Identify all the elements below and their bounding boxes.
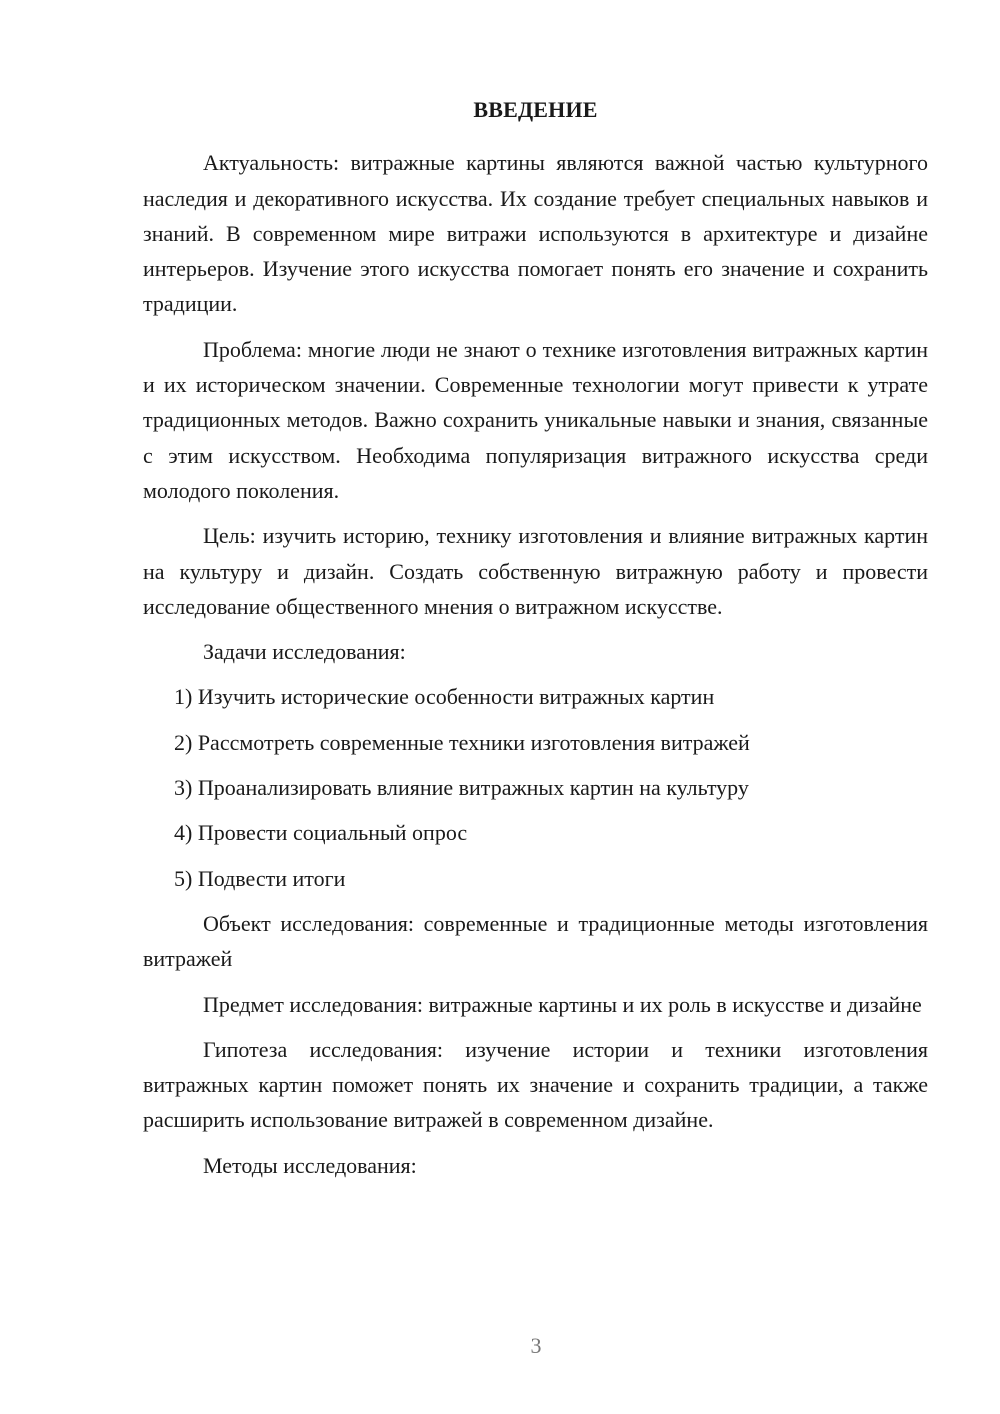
paragraph-actuality: Актуальность: витражные картины являются важной частью культурного наследия и декоративного искусства. Их создание требует специальных навыков и знаний. В современном мире витражи используются в архитектуре и дизайне интерьеров. Изучение этого искусства помогает понять его значение и сохранить традиции. — [143, 150, 928, 317]
methods-heading: Методы исследования: — [203, 1152, 417, 1178]
task-item-1: 1) Изучить исторические особенности витражных картин — [174, 684, 715, 710]
tasks-heading: Задачи исследования: — [203, 639, 406, 665]
paragraph-problem: Проблема: многие люди не знают о технике изготовления витражных картин и их историческом значении. Современные технологии могут привести к утрате традиционных методов. Важно сохранить уникальные навыки и знания, связанные с этим искусством. Необходима популяризация витражного искусства среди молодого поколения. — [143, 336, 928, 503]
page-content — [143, 92, 928, 1193]
task-item-5: 5) Подвести итоги — [174, 865, 346, 891]
tasks-list — [143, 679, 928, 895]
paragraph-subject: Предмет исследования: витражные картины и их роль в искусстве и дизайне — [203, 991, 922, 1017]
section-title: ВВЕДЕНИЕ — [473, 97, 598, 122]
task-item-4: 4) Провести социальный опрос — [174, 820, 468, 846]
paragraph-hypothesis: Гипотеза исследования: изучение истории и техники изготовления витражных картин поможет понять их значение и сохранить традиции, а также расширить использование витражей в современном дизайне. — [143, 1036, 928, 1133]
task-item-3: 3) Проанализировать влияние витражных картин на культуру — [174, 775, 749, 801]
page-number: 3 — [530, 1333, 542, 1358]
paragraph-object: Объект исследования: современные и традиционные методы изготовления витражей — [143, 910, 928, 972]
task-item-2: 2) Рассмотреть современные техники изготовления витражей — [174, 729, 750, 755]
paragraph-goal: Цель: изучить историю, технику изготовления и влияние витражных картин на культуру и дизайн. Создать собственную витражную работу и провести исследование общественного мнения о витражном искусстве. — [143, 523, 928, 619]
